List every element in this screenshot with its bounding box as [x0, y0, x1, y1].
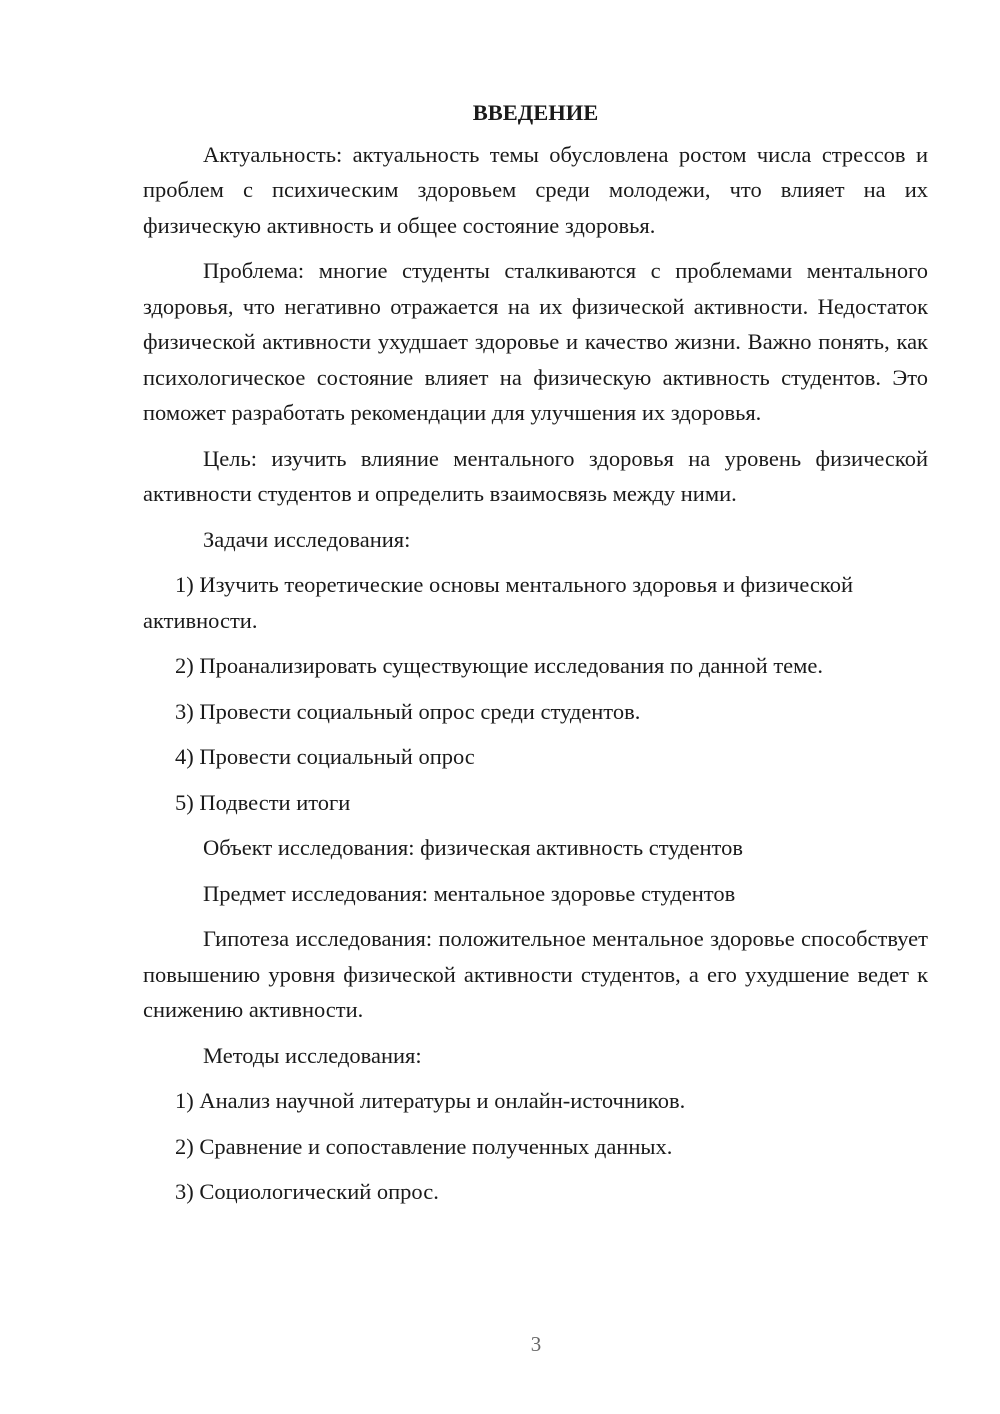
- task-item: 2) Проанализировать существующие исследования по данной теме.: [175, 653, 824, 678]
- method-item: 2) Сравнение и сопоставление полученных данных.: [175, 1133, 673, 1159]
- goal-paragraph: Цель: изучить влияние ментального здоровья на уровень физической активности студентов и определить взаимосвязь между ними.: [143, 445, 928, 506]
- task-item: 5) Подвести итоги: [175, 789, 351, 815]
- subject-paragraph: Предмет исследования: ментальное здоровье студентов: [203, 880, 736, 906]
- method-item: 3) Социологический опрос.: [175, 1179, 439, 1204]
- document-body: [143, 95, 928, 1220]
- section-title: ВВЕДЕНИЕ: [472, 100, 599, 125]
- task-item: 3) Провести социальный опрос среди студентов.: [175, 698, 641, 724]
- methods-heading: Методы исследования:: [203, 1042, 422, 1068]
- method-item: 1) Анализ научной литературы и онлайн-источников.: [175, 1088, 686, 1113]
- task-item: 4) Провести социальный опрос: [175, 744, 475, 769]
- page-number: 3: [530, 1332, 542, 1356]
- hypothesis-paragraph: Гипотеза исследования: положительное ментальное здоровье способствует повышению уровня физической активности студентов, а его ухудшение ведет к снижению активности.: [143, 926, 928, 1022]
- tasks-heading: Задачи исследования:: [203, 526, 411, 552]
- task-item: 1) Изучить теоретические основы ментального здоровья и физической активности.: [143, 572, 853, 633]
- problem-paragraph: Проблема: многие студенты сталкиваются с проблемами ментального здоровья, что негативно отражается на их физической активности. Недостаток физической активности ухудшает здоровье и качество жизни. Важно понять, как психологическое состояние влияет на физическую активность студентов. Это поможет разработать рекомендации для улучшения их здоровья.: [143, 258, 928, 425]
- relevance-paragraph: Актуальность: актуальность темы обусловлена ростом числа стрессов и проблем с психическим здоровьем среди молодежи, что влияет на их физическую активность и общее состояние здоровья.: [143, 141, 928, 238]
- object-paragraph: Объект исследования: физическая активность студентов: [203, 835, 743, 860]
